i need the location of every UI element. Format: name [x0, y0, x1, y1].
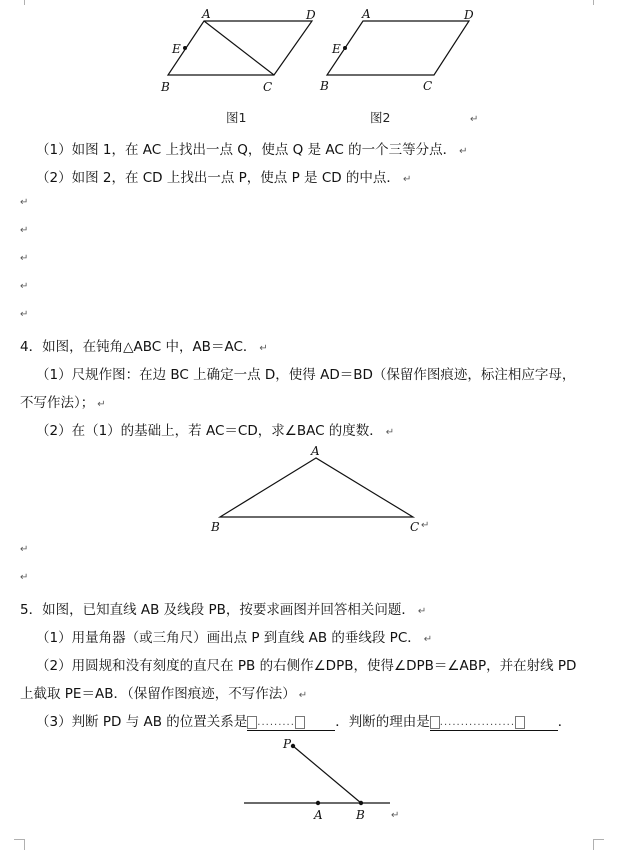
paragraph-mark: ↵ — [470, 114, 479, 125]
fig2-label-d: D — [464, 8, 474, 22]
fig4-label-a: A — [311, 444, 320, 458]
fig1-label-e: E — [172, 42, 181, 56]
fig1-label-b: B — [161, 80, 170, 94]
page-corner-mark — [14, 0, 25, 5]
figure-5-line-and-segment — [230, 730, 410, 830]
fig4-label-c: C — [410, 520, 420, 534]
q4-part1-line1: （1）尺规作图：在边 BC 上确定一点 D，使得 AD＝BD（保留作图痕迹，标注相应字母， — [36, 367, 576, 383]
figure-2-caption: 图2 — [370, 110, 391, 125]
q5-stem: 5．如图，已知直线 AB 及线段 PB，按要求画图并回答相关问题． ↵ — [20, 602, 427, 618]
page-corner-mark — [593, 839, 604, 850]
fig1-label-a: A — [202, 7, 211, 21]
paragraph-mark: ↵ — [20, 572, 29, 583]
answer-blank-relation[interactable]: ········· — [247, 716, 335, 731]
q3-part2: （2）如图 2，在 CD 上找出一点 P，使点 P 是 CD 的中点． ↵ — [36, 170, 412, 186]
figure-1-caption: 图1 — [226, 110, 247, 125]
fig2-label-c: C — [423, 79, 433, 93]
answer-blank-reason[interactable]: ·················· — [430, 716, 558, 731]
page-corner-mark — [14, 839, 25, 850]
fig2-label-b: B — [320, 79, 329, 93]
page-corner-mark — [593, 0, 604, 5]
fig1-label-c: C — [263, 80, 273, 94]
paragraph-mark: ↵ — [20, 253, 29, 264]
paragraph-mark: ↵ — [391, 810, 400, 821]
fig1-label-d: D — [306, 8, 316, 22]
q3-part1: （1）如图 1，在 AC 上找出一点 Q，使点 Q 是 AC 的一个三等分点． ↵ — [36, 142, 468, 158]
paragraph-mark: ↵ — [20, 544, 29, 555]
figure-2-parallelogram — [312, 0, 492, 100]
q5-part3: （3）判断 PD 与 AB 的位置关系是 ········· ．判断的理由是 ·················· ． — [36, 714, 572, 731]
q5-part1: （1）用量角器（或三角尺）画出点 P 到直线 AB 的垂线段 PC． ↵ — [36, 630, 433, 646]
paragraph-mark: ↵ — [421, 520, 430, 531]
paragraph-mark: ↵ — [20, 225, 29, 236]
fig2-label-a: A — [362, 7, 371, 21]
paragraph-mark: ↵ — [20, 281, 29, 292]
fig5-label-b: B — [356, 808, 365, 822]
paragraph-mark: ↵ — [20, 309, 29, 320]
paragraph-mark: ↵ — [20, 197, 29, 208]
q5-part2-line2: 上截取 PE＝AB．（保留作图痕迹，不写作法） ↵ — [20, 686, 308, 702]
figure-1-parallelogram — [150, 0, 330, 100]
fig5-label-a: A — [314, 808, 323, 822]
q4-stem: 4．如图，在钝角△ABC 中，AB＝AC． ↵ — [20, 339, 268, 355]
q5-part2-line1: （2）用圆规和没有刻度的直尺在 PB 的右侧作∠DPB，使得∠DPB＝∠ABP，并在射线 PD — [36, 658, 577, 674]
fig4-label-b: B — [211, 520, 220, 534]
fig5-label-p: P — [283, 737, 292, 751]
q4-part2: （2）在（1）的基础上，若 AC＝CD，求∠BAC 的度数． ↵ — [36, 423, 395, 439]
figure-4-triangle — [200, 440, 440, 540]
q4-part1-line2: 不写作法）； ↵ — [20, 395, 106, 411]
fig2-label-e: E — [332, 42, 341, 56]
